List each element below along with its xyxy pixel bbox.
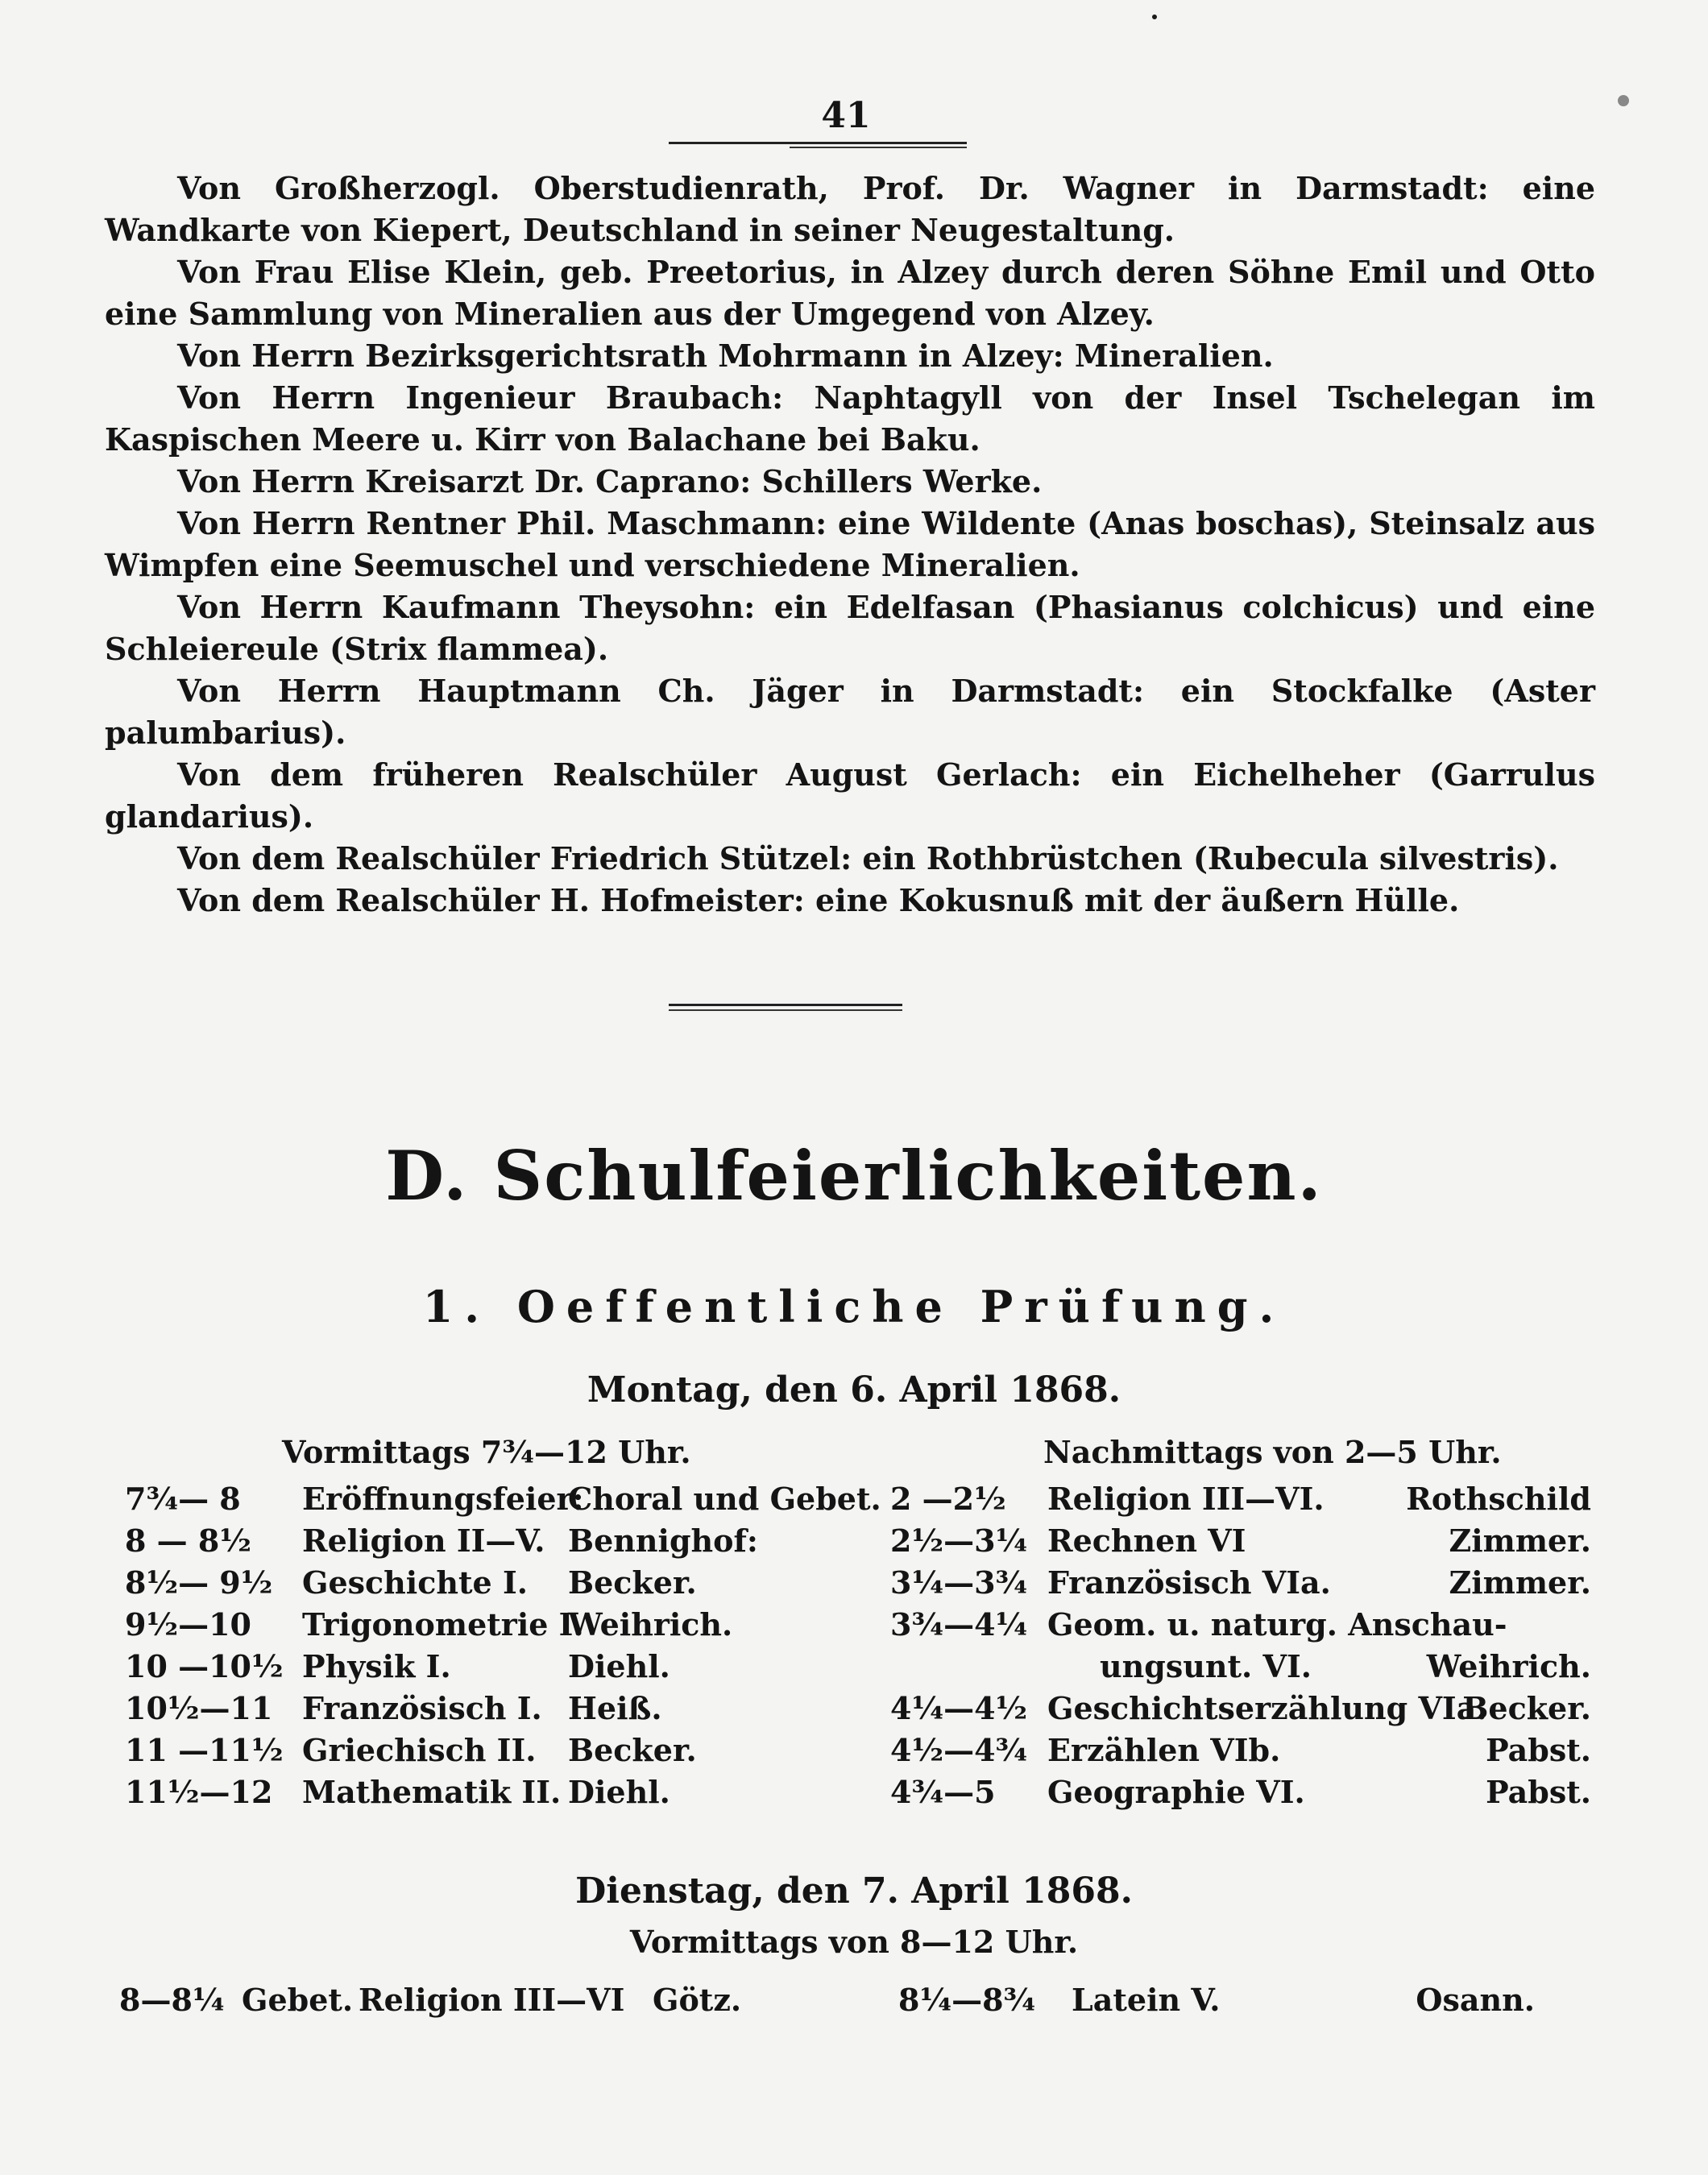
donation-entry: Von Herrn Hauptmann Ch. Jäger in Darmstadt: ein Stockfalke (Aster palumbarius). [105, 673, 1595, 751]
subject: Französisch VIa. [1047, 1564, 1331, 1601]
time-slot: 4½—4¾ [890, 1732, 1028, 1768]
time-slot: 8—8¼ [119, 1982, 225, 2018]
time-slot: 10 —10½ [125, 1648, 284, 1684]
teacher: Pabst. [1486, 1774, 1591, 1810]
subject: Mathematik II. [302, 1774, 562, 1810]
donation-entry: Von Herrn Rentner Phil. Maschmann: eine Wildente (Anas boschas), Steinsalz aus Wimpfen eine Seemuschel und verschiedene Mineralien. [105, 505, 1595, 583]
teacher: Becker. [568, 1732, 697, 1768]
subject: Eröffnungsfeier: [302, 1481, 584, 1517]
donation-entry: Von Herrn Kreisarzt Dr. Caprano: Schillers Werke. [177, 463, 1043, 499]
time-slot: 11½—12 [125, 1774, 273, 1810]
donation-entry: Von dem Realschüler Friedrich Stützel: ein Rothbrüstchen (Rubecula silvestris). [177, 840, 1559, 876]
subject: Erzählen VIb. [1047, 1732, 1281, 1768]
donation-entry: Von Herrn Ingenieur Braubach: Naphtagyll von der Insel Tschelegan im Kaspischen Meere u. Kirr von Balachane bei Baku. [105, 379, 1595, 458]
donations-list [105, 168, 1595, 922]
teacher: Götz. [653, 1982, 742, 2018]
teacher: Zimmer. [1449, 1522, 1591, 1559]
donation-entry: Von dem früheren Realschüler August Gerlach: ein Eichelheher (Garrulus glandarius). [105, 756, 1595, 835]
schedule-row [0, 1564, 1708, 1605]
teacher: Becker. [1462, 1690, 1591, 1726]
donation-entry: Von Frau Elise Klein, geb. Preetorius, in Alzey durch deren Söhne Emil und Otto eine Sammlung von Mineralien aus der Umgegend von Alzey. [105, 254, 1595, 332]
tuesday-schedule-row [0, 1982, 1708, 2022]
time-slot: 8½— 9½ [125, 1564, 273, 1601]
subject: Geschichte I. [302, 1564, 528, 1601]
monday-morning-label: Vormittags 7¾—12 Uhr. [282, 1434, 691, 1470]
schedule-row [0, 1690, 1708, 1730]
subject: Französisch I. [302, 1690, 542, 1726]
tuesday-morning-label: Vormittags von 8—12 Uhr. [629, 1924, 1079, 1960]
donation-entry: Von Großherzogl. Oberstudienrath, Prof. Dr. Wagner in Darmstadt: eine Wandkarte von Kiepert, Deutschland in seiner Neugestaltung. [105, 170, 1595, 248]
time-slot: 8¼—8¾ [898, 1982, 1036, 2018]
time-slot: 3¾—4¼ [890, 1606, 1028, 1643]
donation-entry: Von Herrn Bezirksgerichtsrath Mohrmann in Alzey: Mineralien. [177, 338, 1274, 374]
donation-entry: Von Herrn Kaufmann Theysohn: ein Edelfasan (Phasianus colchicus) und eine Schleiereule (Strix flammea). [105, 589, 1595, 667]
teacher: Zimmer. [1449, 1564, 1591, 1601]
subject: Physik I. [302, 1648, 451, 1684]
schedule-row [0, 1522, 1708, 1563]
teacher: Choral und Gebet. [568, 1481, 881, 1517]
schedule-row [0, 1774, 1708, 1814]
section-heading: D. Schulfeierlichkeiten. [385, 1136, 1323, 1216]
time-slot: 11 —11½ [125, 1732, 284, 1768]
subject: Geographie VI. [1047, 1774, 1305, 1810]
teacher: Osann. [1416, 1982, 1535, 2018]
time-slot: 4¼—4½ [890, 1690, 1028, 1726]
monday-afternoon-label: Nachmittags von 2—5 Uhr. [1043, 1434, 1502, 1470]
header-rule [669, 142, 967, 144]
subject: Latein V. [1072, 1982, 1221, 2018]
teacher: Becker. [568, 1564, 697, 1601]
teacher: Diehl. [568, 1648, 670, 1684]
page-number: 41 [821, 95, 871, 136]
schedule-row [0, 1481, 1708, 1521]
subject: Trigonometrie I. [302, 1606, 584, 1643]
schedule-row [0, 1732, 1708, 1772]
subject: Rechnen VI [1047, 1522, 1246, 1559]
section-divider [669, 1004, 902, 1006]
subject: Religion III—VI [359, 1982, 625, 2018]
time-slot: 2½—3¼ [890, 1522, 1028, 1559]
section-divider-double [669, 1009, 902, 1011]
subject: Religion III—VI. [1047, 1481, 1325, 1517]
subject: Religion II—V. [302, 1522, 545, 1559]
print-speck [1618, 95, 1629, 106]
teacher: Bennighof: [568, 1522, 758, 1559]
subject: Geschichtserzählung VIa. [1047, 1690, 1487, 1726]
subject: ungsunt. VI. [1100, 1648, 1312, 1684]
teacher: Rothschild [1406, 1481, 1591, 1517]
time-slot: 8 — 8½ [125, 1522, 251, 1559]
teacher: Weihrich. [1426, 1648, 1591, 1684]
time-slot: 7¾— 8 [125, 1481, 241, 1517]
subject: Gebet. [242, 1982, 354, 2018]
time-slot: 3¼—3¾ [890, 1564, 1028, 1601]
schedule-row [0, 1648, 1708, 1688]
teacher: Diehl. [568, 1774, 670, 1810]
donation-entry: Von dem Realschüler H. Hofmeister: eine Kokusnuß mit der äußern Hülle. [177, 882, 1460, 918]
teacher: Pabst. [1486, 1732, 1591, 1768]
time-slot: 9½—10 [125, 1606, 251, 1643]
monday-heading: Montag, den 6. April 1868. [587, 1369, 1121, 1411]
teacher: Weihrich. [568, 1606, 733, 1643]
time-slot: 2 —2½ [890, 1481, 1006, 1517]
subject: Geom. u. naturg. Anschau- [1047, 1606, 1507, 1643]
teacher: Heiß. [568, 1690, 662, 1726]
print-speck [1152, 14, 1157, 19]
sub-heading: 1. Oeffentliche Prüfung. [422, 1281, 1286, 1332]
header-rule-short [790, 147, 967, 148]
time-slot: 4¾—5 [890, 1774, 996, 1810]
time-slot: 10½—11 [125, 1690, 273, 1726]
tuesday-heading: Dienstag, den 7. April 1868. [575, 1870, 1133, 1912]
schedule-row [0, 1606, 1708, 1647]
subject: Griechisch II. [302, 1732, 537, 1768]
